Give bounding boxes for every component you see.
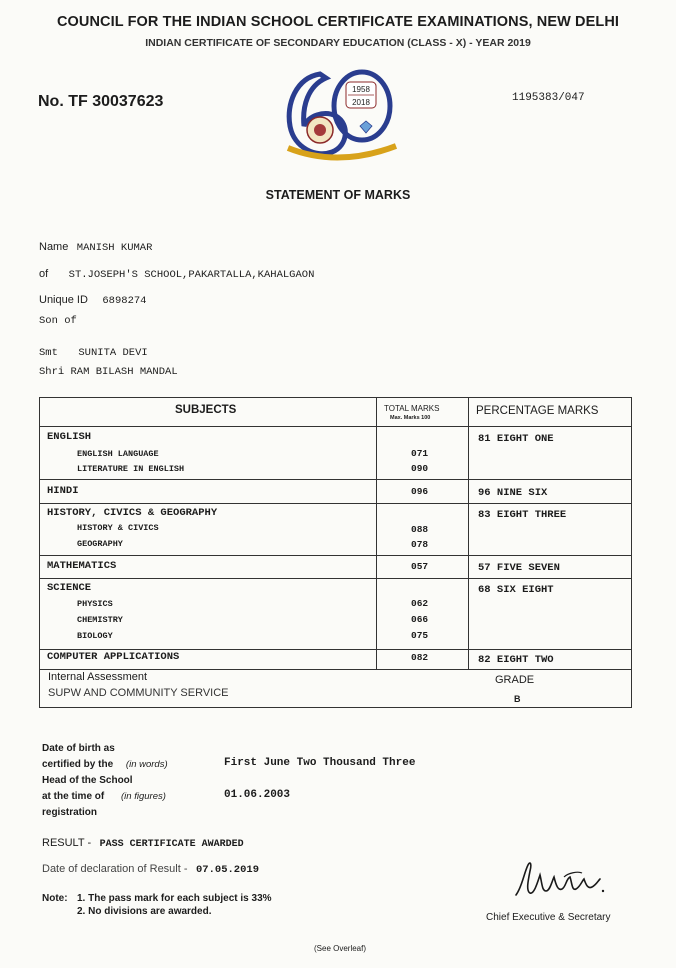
- supw-label: SUPW AND COMMUNITY SERVICE: [48, 687, 229, 699]
- dob-certified-by: certified by the: [42, 759, 114, 770]
- row-divider: [40, 503, 631, 504]
- subject-hindi: HINDI: [47, 485, 79, 497]
- school-name: ST.JOSEPH'S SCHOOL,PAKARTALLA,KAHALGAON: [68, 269, 315, 281]
- dob-label-block: [42, 741, 168, 821]
- exam-title: INDIAN CERTIFICATE OF SECONDARY EDUCATION (CLASS - X) - YEAR 2019: [145, 37, 531, 49]
- school-row: [39, 264, 314, 282]
- header-total-marks: TOTAL MARKS: [384, 404, 440, 413]
- marks-english-language: 071: [411, 448, 429, 459]
- father-name: Shri RAM BILASH MANDAL: [39, 366, 178, 378]
- signature-title: Chief Executive & Secretary: [486, 912, 611, 923]
- note-1: 1. The pass mark for each subject is 33%: [77, 893, 272, 904]
- subsubject-chemistry: CHEMISTRY: [77, 615, 123, 625]
- marks-biology: 075: [411, 630, 429, 641]
- result-value: PASS CERTIFICATE AWARDED: [99, 839, 244, 850]
- result-row: [42, 833, 244, 851]
- row-divider: [40, 426, 631, 427]
- marks-table: [39, 397, 632, 708]
- dob-line-3: Head of the School: [42, 775, 133, 786]
- subject-english: ENGLISH: [47, 431, 92, 443]
- subject-mathematics: MATHEMATICS: [47, 560, 117, 572]
- uid-label: Unique ID: [39, 294, 88, 306]
- dob-line-1: Date of birth as: [42, 743, 115, 754]
- declaration-date: 07.05.2019: [195, 864, 259, 876]
- marks-geography: 078: [411, 539, 429, 550]
- declaration-label: Date of declaration of Result -: [42, 863, 188, 875]
- dob-line-2: [42, 757, 168, 773]
- dob-in-words-label: (in words): [125, 759, 168, 770]
- subject-history-civics-geography: HISTORY, CIVICS & GEOGRAPHY: [47, 507, 218, 519]
- mother-name: SUNITA DEVI: [78, 347, 148, 359]
- row-divider: [40, 578, 631, 579]
- dob-line-4: [42, 789, 168, 805]
- marks-computer-applications: 082: [411, 652, 429, 663]
- note-2: 2. No divisions are awarded.: [77, 906, 212, 917]
- internal-assessment-label: Internal Assessment: [48, 671, 148, 683]
- logo-year-top: 1958: [352, 85, 370, 94]
- council-title: COUNCIL FOR THE INDIAN SCHOOL CERTIFICATE EXAMINATIONS, NEW DELHI: [56, 14, 620, 30]
- chief-executive-signature: [508, 857, 608, 907]
- student-name: MANISH KUMAR: [76, 242, 153, 254]
- subsubject-english-language: ENGLISH LANGUAGE: [77, 449, 159, 459]
- smt-label: Smt: [39, 347, 58, 359]
- header-subjects: SUBJECTS: [175, 404, 237, 416]
- see-overleaf: (See Overleaf): [314, 944, 367, 953]
- percentage-computer-applications: 82 EIGHT TWO: [478, 654, 554, 666]
- subsubject-history-civics: HISTORY & CIVICS: [77, 523, 159, 533]
- name-row: [39, 237, 152, 255]
- subject-computer-applications: COMPUTER APPLICATIONS: [47, 651, 180, 663]
- subsubject-literature: LITERATURE IN ENGLISH: [77, 464, 185, 474]
- row-divider: [40, 555, 631, 556]
- marks-hindi: 096: [411, 486, 429, 497]
- column-divider: [468, 398, 469, 669]
- marks-physics: 062: [411, 598, 429, 609]
- percentage-english: 81 EIGHT ONE: [478, 433, 554, 445]
- uid-row: [39, 290, 146, 308]
- note-label: Note:: [42, 893, 68, 904]
- marks-history-civics: 088: [411, 524, 429, 535]
- supw-grade: B: [514, 694, 521, 704]
- logo-year-bottom: 2018: [352, 98, 370, 107]
- percentage-mathematics: 57 FIVE SEVEN: [478, 562, 560, 574]
- dob-line-5: registration: [42, 807, 98, 818]
- dob-at-time-of: at the time of: [42, 791, 105, 802]
- column-divider: [376, 398, 377, 669]
- mother-row: [39, 342, 148, 360]
- row-divider: [40, 479, 631, 480]
- name-label: Name: [39, 241, 69, 253]
- percentage-hindi: 96 NINE SIX: [478, 487, 548, 499]
- grade-label: GRADE: [495, 674, 535, 686]
- row-divider: [40, 649, 631, 650]
- serial-number: 1195383/047: [512, 92, 585, 104]
- son-of-label: Son of: [39, 315, 77, 327]
- declaration-row: [42, 859, 259, 877]
- dob-in-figures-label: (in figures): [121, 791, 166, 802]
- of-label: of: [39, 268, 49, 280]
- subject-science: SCIENCE: [47, 582, 92, 594]
- marks-literature: 090: [411, 463, 429, 474]
- header-max-marks: Max. Marks 100: [390, 415, 431, 421]
- subsubject-geography: GEOGRAPHY: [77, 539, 123, 549]
- percentage-science: 68 SIX EIGHT: [478, 584, 554, 596]
- dob-in-words: First June Two Thousand Three: [224, 757, 416, 769]
- unique-id: 6898274: [102, 295, 147, 307]
- header-percentage: PERCENTAGE MARKS: [476, 405, 599, 417]
- percentage-hcg: 83 EIGHT THREE: [478, 509, 567, 521]
- council-60-years-logo: [278, 66, 400, 170]
- marks-chemistry: 066: [411, 614, 429, 625]
- dob-in-figures: 01.06.2003: [224, 789, 291, 801]
- subsubject-biology: BIOLOGY: [77, 631, 113, 641]
- statement-title: STATEMENT OF MARKS: [265, 188, 411, 202]
- result-label: RESULT -: [42, 837, 92, 849]
- subsubject-physics: PHYSICS: [77, 599, 113, 609]
- marks-mathematics: 057: [411, 561, 429, 572]
- row-divider: [40, 669, 631, 670]
- certificate-number: No. TF 30037623: [38, 93, 164, 110]
